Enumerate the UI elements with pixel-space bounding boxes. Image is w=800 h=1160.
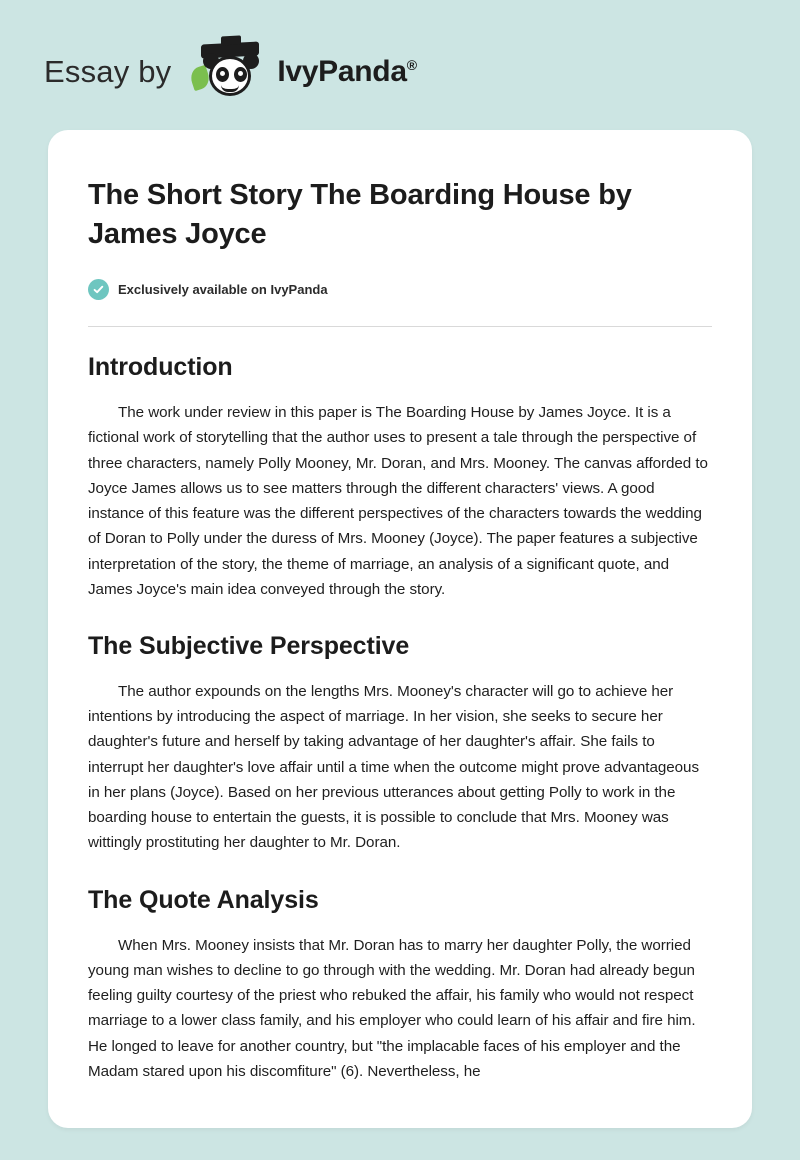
brand-name (277, 55, 416, 89)
essay-card (48, 130, 752, 1128)
site-header (0, 0, 800, 110)
panda-graduate-icon (185, 41, 271, 103)
section-paragraph: The author expounds on the lengths Mrs. Mooney's character will go to achieve her intentions by introducing the aspect of marriage. In her vision, she seeks to secure her daughter's future and herself by taking advantage of her daughter's affair. She fails to interrupt her daughter's love affair until a time when the outcome might prove advantageous in her plans (Joyce). Based on her previous utterances about getting Polly to work in the boarding house to entertain the guests, it is possible to conclude that Mrs. Mooney was wittingly prostituting her daughter to Mr. Doran. (88, 683, 699, 852)
ivypanda-logo[interactable] (185, 41, 416, 103)
section-heading-subjective-perspective: The Subjective Perspective (88, 632, 410, 660)
status-badge (88, 279, 712, 300)
section-paragraph: The work under review in this paper is The Boarding House by James Joyce. It is a fictional work of storytelling that the author uses to present a tale through the perspective of three characters, namely Polly Mooney, Mr. Doran, and Mrs. Mooney. The canvas afforded to Joyce James allows us to see matters through the different characters' views. A good instance of this feature was the different perspectives of the characters towards the wedding of Doran to Polly under the duress of Mrs. Mooney (Joyce). The paper features a subjective interpretation of the story, the theme of marriage, an analysis of a significant quote, and James Joyce's main idea conveyed through the story. (88, 404, 708, 598)
section-heading-introduction: Introduction (88, 353, 233, 382)
section-heading-quote-analysis: The Quote Analysis (88, 885, 319, 914)
check-circle-icon (88, 279, 109, 300)
page-title: The Short Story The Boarding House by James Joyce (88, 179, 632, 250)
essay-by-label: Essay by (44, 54, 172, 89)
status-badge-label: Exclusively available on IvyPanda (118, 282, 328, 298)
brand-name-text: IvyPanda (277, 55, 407, 88)
section-paragraph: When Mrs. Mooney insists that Mr. Doran has to marry her daughter Polly, the worried young man wishes to decline to go through with the wedding. Mr. Doran had already begun feeling guilty courtesy of the priest who rebuked the affair, his family who would not respect marriage to a lower class family, and his employer who could learn of his affair and fire him. He longed to leave for another country, but "the implacable faces of his employer and the Madam stared upon his discomfiture" (6). Nevertheless, he (88, 936, 696, 1080)
registered-mark: ® (406, 57, 417, 73)
title-divider (88, 326, 712, 327)
